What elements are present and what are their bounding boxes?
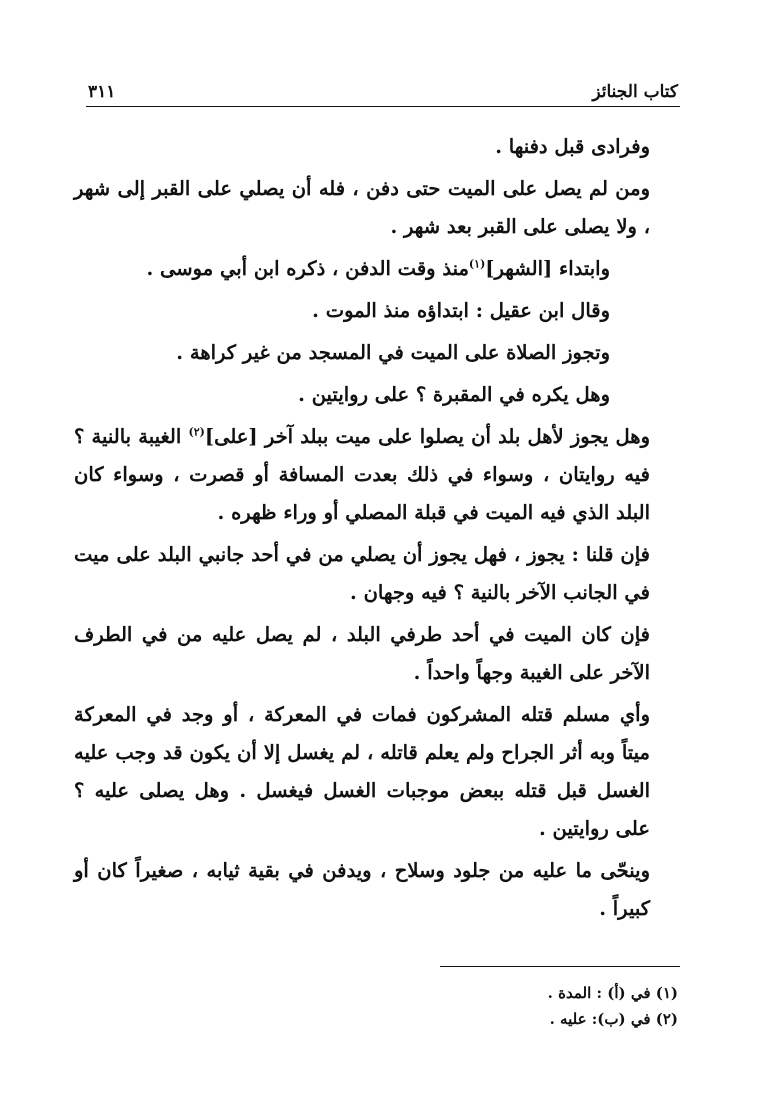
- footnote: (٢) في (ب): عليه .: [549, 1010, 678, 1028]
- paragraph: وهل يكره في المقبرة ؟ على روايتين .: [298, 383, 610, 406]
- paragraph: وفرادى قبل دفنها .: [495, 135, 650, 158]
- main-text: [74, 128, 680, 928]
- header-divider: [86, 106, 680, 107]
- paragraph: [74, 250, 680, 288]
- paragraph-text: وهل يجوز لأهل بلد أن يصلوا على ميت ببلد آخر [على]: [204, 425, 650, 448]
- paragraph: فإن قلنا : يجوز ، فهل يجوز أن يصلي من في أحد جانبي البلد على ميت في الجانب الآخر بالنية ؟ فيه وجهان .: [74, 543, 650, 604]
- paragraph: فإن كان الميت في أحد طرفي البلد ، لم يصل عليه من في الطرف الآخر على الغيبة وجهاً واحداً .: [74, 623, 650, 684]
- footnote-divider: [440, 966, 680, 967]
- footnote-marker: (١): [468, 257, 486, 271]
- paragraph-text: وابتداء [الشهر]: [485, 257, 610, 280]
- paragraph: وقال ابن عقيل : ابتداؤه منذ الموت .: [312, 299, 610, 322]
- footnote-marker: (٢): [188, 425, 205, 439]
- paragraph: ومن لم يصل على الميت حتى دفن ، فله أن يصلي على القبر إلى شهر ، ولا يصلى على القبر بعد شهر .: [74, 177, 650, 238]
- footnotes: [200, 980, 678, 1032]
- chapter-title: كتاب الجنائز: [592, 82, 678, 102]
- paragraph: [74, 418, 680, 532]
- footnote: (١) في (أ) : المدة .: [547, 984, 678, 1002]
- page-number: ٣١١: [88, 82, 116, 102]
- paragraph-text: الغيبة بالنية ؟ فيه روايتان ، وسواء في ذلك بعدت المسافة أو قصرت ، وسواء كان البلد الذي فيه الميت في قبلة المصلي أو وراء ظهره .: [74, 425, 650, 524]
- paragraph: وينحّى ما عليه من جلود وسلاح ، ويدفن في بقية ثيابه ، صغيراً كان أو كبيراً .: [74, 859, 650, 920]
- paragraph-text: منذ وقت الدفن ، ذكره ابن أبي موسى .: [146, 257, 469, 280]
- paragraph: وأي مسلم قتله المشركون فمات في المعركة ، أو وجد في المعركة ميتاً وبه أثر الجراح ولم يعلم قاتله ، لم يغسل إلا أن يكون قد وجب عليه الغسل قبل قتله ببعض موجبات الغسل فيغسل . وهل يصلى عليه ؟ على روايتين .: [74, 703, 650, 840]
- running-header: [88, 72, 678, 102]
- paragraph: وتجوز الصلاة على الميت في المسجد من غير كراهة .: [176, 341, 610, 364]
